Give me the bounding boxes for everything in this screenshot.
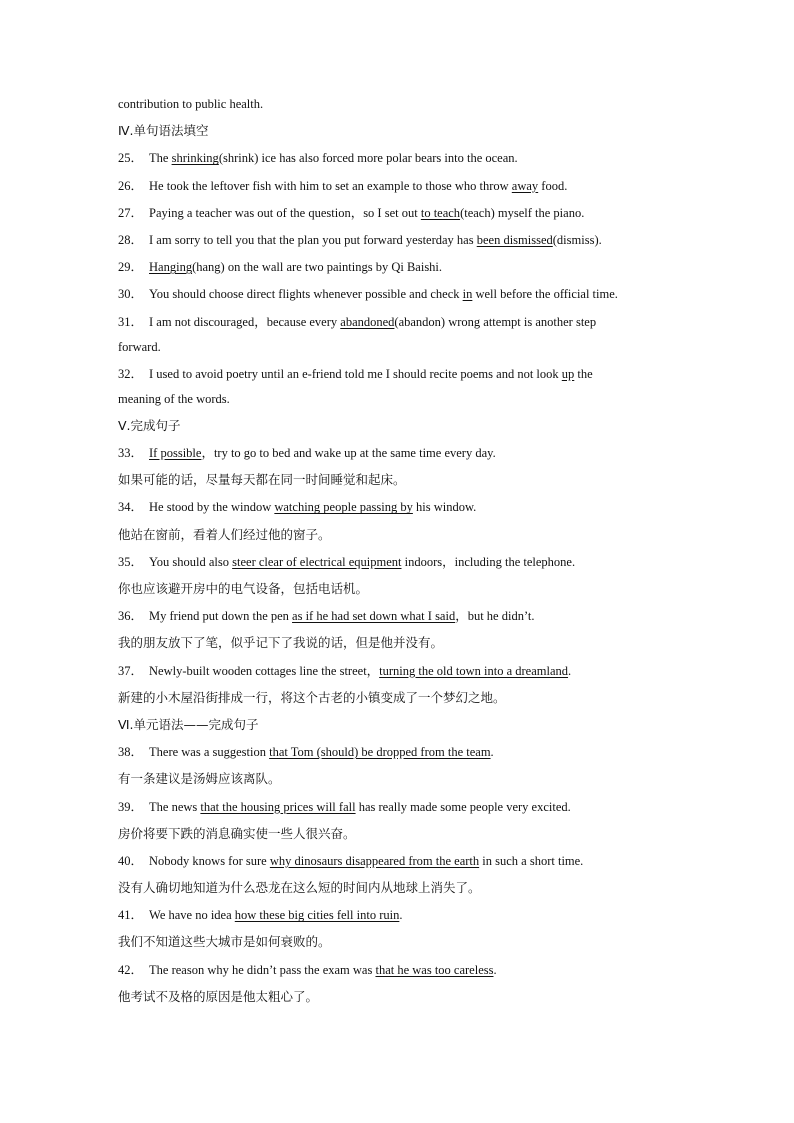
question-text: Paying a teacher was out of the question，so I set out — [149, 205, 421, 220]
answer: shrinking — [171, 151, 219, 166]
answer: watching people passing by — [274, 500, 413, 515]
question-text: I am sorry to tell you that the plan you put forward yesterday has — [149, 232, 477, 247]
answer: that he was too careless — [375, 962, 494, 977]
question-39 — [118, 799, 678, 826]
question-text: Nobody knows for sure — [149, 853, 270, 868]
question-34 — [118, 499, 678, 526]
question-text: You should choose direct flights whenever possible and check — [149, 287, 463, 302]
answer: that Tom (should) be dropped from the team — [269, 745, 491, 760]
translation-40: 没有人确切地知道为什么恐龙在这么短的时间内从地球上消失了。 — [118, 880, 481, 896]
question-number: 41． — [118, 908, 144, 923]
question-text: . — [568, 663, 572, 678]
question-number: 40． — [118, 853, 144, 868]
question-number: 39． — [118, 799, 144, 814]
answer: If possible — [149, 446, 202, 461]
question-number: 32． — [118, 366, 144, 381]
question-text: his window. — [412, 500, 477, 515]
question-number: 28． — [118, 232, 144, 247]
question-36 — [118, 608, 678, 635]
question-number: 31． — [118, 314, 144, 329]
translation-33: 如果可能的话，尽量每天都在同一时间睡觉和起床。 — [118, 472, 406, 488]
question-text: I used to avoid poetry until an e-friend told me I should recite poems and not look — [149, 366, 562, 381]
translation-39: 房价将要下跌的消息确实使一些人很兴奋。 — [118, 825, 356, 841]
question-number: 29． — [118, 260, 144, 275]
question-41 — [118, 907, 678, 934]
question-30 — [118, 286, 678, 313]
question-text: He took the leftover fish with him to set an example to those who throw — [149, 178, 512, 193]
document-page — [118, 96, 678, 1016]
question-text: The — [149, 151, 172, 166]
translation-38: 有一条建议是汤姆应该离队。 — [118, 771, 281, 787]
answer: to teach — [420, 205, 461, 220]
answer: that the housing prices will fall — [200, 799, 356, 814]
answer: why dinosaurs disappeared from the earth — [269, 853, 480, 868]
section-heading-4: Ⅳ.单句语法填空 — [118, 123, 209, 139]
question-text: Newly-built wooden cottages line the street， — [149, 663, 380, 678]
section-heading-6: Ⅵ.单元语法——完成句子 — [118, 716, 259, 732]
question-text: indoors，including the telephone. — [401, 554, 576, 569]
question-33 — [118, 445, 678, 472]
answer: steer clear of electrical equipment — [232, 554, 402, 569]
question-text: . — [490, 745, 494, 760]
question-32-continued: meaning of the words. — [118, 391, 230, 406]
question-text: (dismiss). — [552, 232, 602, 247]
question-text: . — [493, 962, 497, 977]
question-35 — [118, 554, 678, 581]
answer: up — [561, 366, 575, 381]
question-text: in such a short time. — [479, 853, 584, 868]
answer: turning the old town into a dreamland — [379, 663, 569, 678]
question-number: 42． — [118, 962, 144, 977]
translation-36: 我的朋友放下了笔，似乎记下了我说的话，但是他并没有。 — [118, 635, 444, 651]
question-number: 34． — [118, 500, 144, 515]
answer: been dismissed — [476, 232, 553, 247]
question-42 — [118, 962, 678, 989]
question-27 — [118, 205, 678, 232]
question-number: 25． — [118, 151, 144, 166]
question-text: (teach) myself the piano. — [460, 205, 585, 220]
question-text: has really made some people very excited. — [355, 799, 571, 814]
question-number: 33． — [118, 446, 144, 461]
question-text: (shrink) ice has also forced more polar bears into the ocean. — [218, 151, 518, 166]
section-heading-5: Ⅴ.完成句子 — [118, 417, 181, 433]
question-number: 36． — [118, 609, 144, 624]
question-text: You should also — [149, 554, 233, 569]
question-text: ，try to go to bed and wake up at the same time every day. — [201, 446, 496, 461]
question-number: 27． — [118, 205, 144, 220]
question-29 — [118, 259, 678, 286]
question-text: the — [574, 366, 593, 381]
question-38 — [118, 744, 678, 771]
answer: how these big cities fell into ruin — [234, 908, 400, 923]
question-text: ，but he didn’t. — [455, 609, 535, 624]
translation-41: 我们不知道这些大城市是如何衰败的。 — [118, 934, 331, 950]
translation-35: 你也应该避开房中的电气设备，包括电话机。 — [118, 581, 369, 596]
answer: Hanging — [149, 260, 193, 275]
question-37 — [118, 663, 678, 690]
answer: away — [511, 178, 539, 193]
question-number: 30． — [118, 287, 144, 302]
question-text: I am not discouraged，because every — [149, 314, 341, 329]
answer: in — [462, 287, 473, 302]
question-25 — [118, 150, 678, 177]
question-number: 35． — [118, 554, 144, 569]
question-number: 37． — [118, 663, 144, 678]
question-26 — [118, 178, 678, 205]
question-number: 26． — [118, 178, 144, 193]
translation-34: 他站在窗前，看着人们经过他的窗子。 — [118, 526, 331, 542]
question-text: food. — [538, 178, 568, 193]
question-text: We have no idea — [149, 908, 235, 923]
question-text: The reason why he didn’t pass the exam was — [149, 962, 376, 977]
question-text: There was a suggestion — [149, 745, 270, 760]
answer: as if he had set down what I said — [292, 609, 456, 624]
question-text: He stood by the window — [149, 500, 275, 515]
question-text: well before the official time. — [472, 287, 618, 302]
question-text: (abandon) wrong attempt is another step — [394, 314, 597, 329]
question-text: . — [399, 908, 403, 923]
question-32 — [118, 366, 678, 391]
question-number: 38． — [118, 745, 144, 760]
question-28 — [118, 232, 678, 259]
question-40 — [118, 853, 678, 880]
question-31-continued: forward. — [118, 339, 161, 354]
question-31 — [118, 314, 678, 339]
translation-42: 他考试不及格的原因是他太粗心了。 — [118, 988, 319, 1004]
question-text: (hang) on the wall are two paintings by Qi Baishi. — [192, 260, 443, 275]
text-line: contribution to public health. — [118, 97, 264, 111]
question-text: My friend put down the pen — [149, 609, 293, 624]
answer: abandoned — [340, 314, 395, 329]
question-text: The news — [149, 799, 201, 814]
translation-37: 新建的小木屋沿街排成一行，将这个古老的小镇变成了一个梦幻之地。 — [118, 689, 506, 705]
